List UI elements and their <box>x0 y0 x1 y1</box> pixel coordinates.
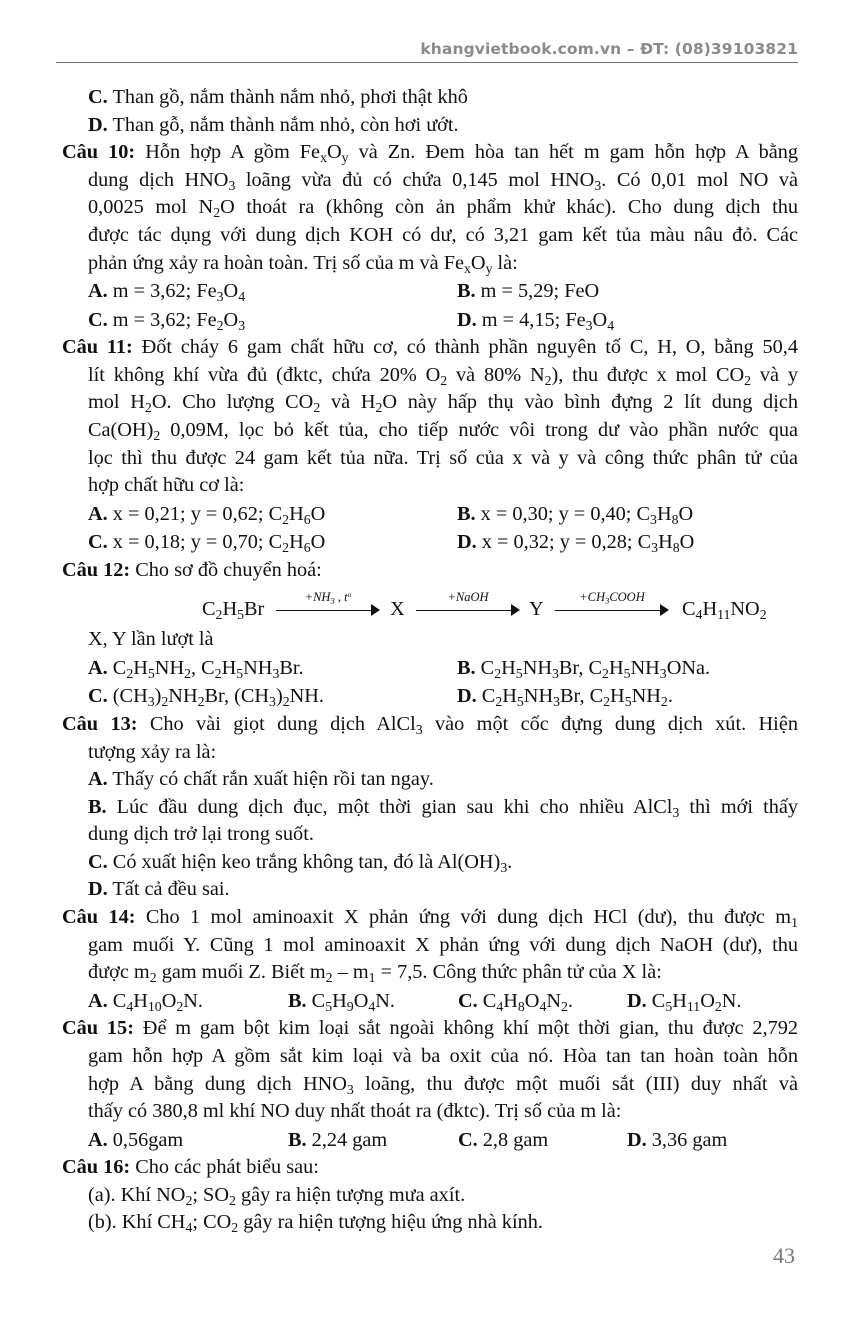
option-a <box>88 654 457 683</box>
question-stem-line <box>62 932 798 960</box>
question-13 <box>62 711 798 904</box>
question-stem-line <box>62 250 798 278</box>
option-c <box>88 682 457 711</box>
subscript: 2 <box>282 694 290 710</box>
subscript: 2 <box>759 607 767 623</box>
subscript: 4 <box>539 998 547 1014</box>
option-text: Thấy có chất rắn xuất hiện rồi tan ngay. <box>107 768 434 791</box>
stem-text: được $m_2$ gam muối Z. Biết $m_2 - m_1 = 7,5$. Công thức phân tử của X là: <box>88 961 662 986</box>
question-stem-line <box>62 417 798 445</box>
stem-text: Cho vài giọt dung dịch AlCl$_3$ vào một cốc đựng dung dịch xút. Hiện <box>137 712 798 737</box>
subscript: 5 <box>623 665 631 681</box>
subscript: 11 <box>686 998 701 1014</box>
options-row <box>62 306 798 335</box>
option-text: $C_5H_{11}O_2N$. <box>646 989 742 1014</box>
stem-text: được tác dụng với dung dịch KOH có dư, có 3,21 gam kết tủa màu nâu đỏ. Các <box>88 223 798 246</box>
subscript: 2 <box>228 1192 236 1208</box>
subscript: 6 <box>303 511 311 527</box>
subscript: 3 <box>650 511 657 527</box>
statement-text: (b). Khí $CH_4$; $CO_2$ gây ra hiện tượng hiệu ứng nhà kính. <box>88 1211 543 1236</box>
option-letter: D. <box>627 989 647 1012</box>
question-stem-line <box>62 739 798 767</box>
option-letter: B. <box>288 1128 307 1151</box>
prev-option-d <box>62 112 798 140</box>
subscript: 4 <box>185 1220 193 1236</box>
question-stem-line <box>62 1071 798 1099</box>
question-stem-line <box>62 711 798 739</box>
stem-text: hợp A bằng dung dịch $HNO_3$ loãng, thu được một muối sắt (III) duy nhất và <box>88 1072 798 1097</box>
option-c <box>88 306 457 335</box>
subscript: 5 <box>237 607 244 623</box>
option-d <box>457 528 694 557</box>
subscript: 2 <box>149 970 157 986</box>
stem-text: Để m gam bột kim loại sắt ngoài không khí một thời gian, thu được 2,792 <box>133 1017 798 1040</box>
stem-text: mol $H_2O$. Cho lượng $CO_2$ và $H_2O$ này hấp thụ vào bình đựng 2 lít dung dịch <box>88 391 798 416</box>
subscript: 2 <box>126 665 134 681</box>
arrow-shaft <box>276 610 372 611</box>
arrow-shaft <box>416 610 512 611</box>
option-text: $C_5H_9O_4N$. <box>306 989 395 1014</box>
subscript: 3 <box>238 317 246 333</box>
subscript: 2 <box>561 998 568 1014</box>
scheme-species-y: Y <box>529 598 544 621</box>
superscript: o <box>347 590 352 600</box>
option-letter: C. <box>458 1128 478 1151</box>
option-letter: D. <box>457 685 477 708</box>
scheme-species-product: $C_4H_{11}NO_2$ <box>682 598 767 623</box>
question-12 <box>62 557 798 711</box>
stem-text: lọc thì thu được 24 gam kết tủa nữa. Trị số của x và y và công thức phân tử của <box>88 446 798 469</box>
subscript: 2 <box>161 694 169 710</box>
options-row <box>62 682 798 711</box>
header-publisher-contact: khangvietbook.com.vn – ĐT: (08)39103821 <box>420 40 798 58</box>
subscript: 2 <box>184 665 191 681</box>
arrow-head-icon <box>660 604 669 616</box>
question-stem-line <box>62 959 798 987</box>
subscript: x <box>464 260 471 276</box>
option-d <box>627 1126 727 1155</box>
subscript: 4 <box>368 998 376 1014</box>
subscript: 3 <box>216 289 224 305</box>
subscript: 5 <box>325 998 333 1014</box>
subscript: 2 <box>144 400 152 416</box>
subscript: 4 <box>695 607 703 623</box>
subscript: 2 <box>231 1220 239 1236</box>
prev-option-c <box>62 84 798 112</box>
subscript: 4 <box>126 998 134 1014</box>
question-stem-line <box>62 1098 798 1126</box>
question-stem-line <box>62 389 798 417</box>
subscript: 5 <box>516 694 524 710</box>
option-a <box>62 766 798 794</box>
subscript: 3 <box>346 1081 354 1097</box>
subscript: 3 <box>672 804 680 820</box>
subscript: 4 <box>238 289 246 305</box>
subscript: 6 <box>303 540 311 556</box>
option-text: m = 4,15; $Fe_3O_4$ <box>476 308 615 333</box>
question-stem-line <box>62 1043 798 1071</box>
subscript: 3 <box>500 859 508 875</box>
subscript: 2 <box>744 372 752 388</box>
subscript: 2 <box>216 317 224 333</box>
subscript: 2 <box>215 607 223 623</box>
page-content <box>62 84 798 1237</box>
option-a <box>88 500 457 529</box>
statement-text: (a). Khí $NO_2$; $SO_2$ gây ra hiện tượng mưa axít. <box>88 1183 466 1208</box>
question-16 <box>62 1154 798 1237</box>
options-row <box>62 654 798 683</box>
option-letter: B. <box>457 656 476 679</box>
option-d <box>457 306 614 335</box>
arrow-reagent-label: $+NH_3$ , $t^o$ <box>304 590 352 606</box>
subscript: 3 <box>553 694 560 710</box>
subscript: 3 <box>330 595 335 606</box>
stem-text: Cho 1 mol aminoaxit X phản ứng với dung dịch HCl (dư), thu được $m_1$ <box>135 906 798 930</box>
arrow-reagent-label: +NaOH <box>447 590 489 605</box>
subscript: 2 <box>282 540 290 556</box>
options-row <box>62 528 798 557</box>
subscript: 2 <box>197 694 205 710</box>
option-a <box>88 277 457 306</box>
question-label: Câu 14: <box>62 906 136 929</box>
option-text: m = 3,62; $Fe_3O_4$ <box>107 280 246 305</box>
option-a <box>88 1126 288 1155</box>
option-text: x = 0,32; y = 0,28; $C_3H_8O$ <box>476 531 695 556</box>
question-stem-line <box>62 139 798 167</box>
subscript: 2 <box>213 205 221 221</box>
page-number: 43 <box>773 1243 795 1268</box>
option-c <box>88 528 457 557</box>
question-10 <box>62 139 798 334</box>
option-text: 2,8 gam <box>477 1128 549 1151</box>
statement-a <box>62 1182 798 1210</box>
option-letter: B. <box>457 502 476 525</box>
stem-text: 0,0025 mol $N_2O$ thoát ra (không còn ản phẩm khử khác). Cho dung dịch thu <box>88 196 798 221</box>
question-label: Câu 16: <box>62 1156 131 1179</box>
reaction-arrow-3 <box>555 590 669 620</box>
option-text: dung dịch trở lại trong suốt. <box>88 823 314 846</box>
option-letter: A. <box>88 1128 108 1151</box>
option-b-continued <box>62 821 798 849</box>
subscript: 3 <box>585 317 593 333</box>
reaction-arrow-1 <box>276 590 380 620</box>
subscript: 1 <box>368 970 376 986</box>
stem-text: tượng xảy ra là: <box>88 740 217 763</box>
option-a <box>88 987 288 1016</box>
option-c <box>62 849 798 877</box>
subscript: 2 <box>375 400 383 416</box>
subscript: 2 <box>440 372 448 388</box>
option-text: $C_2H_5NH_3Br$, $C_2H_5NH_3ONa$. <box>475 656 711 681</box>
option-b <box>457 654 710 683</box>
question-stem-line <box>62 167 798 195</box>
question-15 <box>62 1015 798 1154</box>
question-label: Câu 11: <box>62 336 133 359</box>
question-11 <box>62 334 798 557</box>
question-stem-line <box>62 904 798 932</box>
question-label: Câu 13: <box>62 712 138 735</box>
options-row <box>62 500 798 529</box>
subscript: 2 <box>544 372 552 388</box>
subscript: 4 <box>496 998 504 1014</box>
question-label: Câu 12: <box>62 558 131 581</box>
scheme-species-reactant: $C_2H_5Br$ <box>202 598 265 623</box>
arrow-head-icon <box>371 604 380 616</box>
option-letter: D. <box>457 308 477 331</box>
stem-text: Cho các phát biểu sau: <box>130 1156 319 1179</box>
option-text: $C_4H_{10}O_2N$. <box>107 989 203 1014</box>
question-stem-line <box>62 1015 798 1043</box>
subscript: 3 <box>147 694 155 710</box>
option-text: $(CH_3)_2NH_2Br$, $(CH_3)_2NH$. <box>107 685 324 710</box>
option-text: x = 0,30; y = 0,40; $C_3H_8O$ <box>475 502 694 527</box>
option-letter: C. <box>88 685 108 708</box>
subscript: 5 <box>236 665 244 681</box>
reaction-scheme <box>62 586 798 626</box>
subscript: x <box>320 150 327 166</box>
subscript: 10 <box>147 998 162 1014</box>
option-text: x = 0,18; y = 0,70; $C_2H_6O$ <box>107 531 326 556</box>
option-text: Tất cả đều sai. <box>107 878 230 901</box>
option-letter: D. <box>627 1128 647 1151</box>
subscript: 2 <box>313 400 321 416</box>
subscript: 3 <box>228 177 236 193</box>
subscript: 3 <box>651 540 659 556</box>
subscript: 2 <box>602 665 609 681</box>
question-stem-line <box>62 1154 798 1182</box>
option-b <box>62 794 798 822</box>
subscript: 2 <box>714 998 722 1014</box>
option-b <box>288 987 458 1016</box>
option-text: Có xuất hiện keo trắng không tan, đó là $Al(OH)_3$. <box>107 850 513 875</box>
question-label: Câu 10: <box>62 141 136 164</box>
option-d <box>627 987 741 1016</box>
option-letter: A. <box>88 502 108 525</box>
stem-text: gam muối Y. Cũng 1 mol aminoaxit X phản ứng với dung dịch NaOH (dư), thu <box>88 933 798 956</box>
option-b <box>288 1126 458 1155</box>
question-stem-line <box>62 222 798 250</box>
subscript: 2 <box>214 665 222 681</box>
option-letter: C. <box>88 850 108 873</box>
subscript: 2 <box>325 970 333 986</box>
subscript: 9 <box>346 998 354 1014</box>
option-letter: C. <box>88 531 108 554</box>
page-header <box>56 38 798 63</box>
subscript: 5 <box>147 665 155 681</box>
option-d <box>62 876 798 904</box>
subscript: 2 <box>495 694 503 710</box>
subscript: 2 <box>176 998 184 1014</box>
subscript: 1 <box>791 914 798 930</box>
question-text <box>62 626 798 654</box>
question-label: Câu 15: <box>62 1017 134 1040</box>
option-letter: D. <box>457 531 477 554</box>
option-letter: B. <box>288 989 307 1012</box>
options-row <box>62 1126 798 1155</box>
stem-text: hợp chất hữu cơ là: <box>88 474 245 497</box>
option-letter: C. <box>88 308 108 331</box>
subscript: 4 <box>607 317 615 333</box>
option-text: Than gồ, nắm thành nắm nhỏ, phơi thật khô <box>112 86 468 108</box>
question-stem-line <box>62 334 798 362</box>
scheme-species-x: X <box>390 598 405 621</box>
option-b <box>457 277 599 306</box>
question-stem-line <box>62 557 798 585</box>
option-text: $C_2H_5NH_3Br$, $C_2H_5NH_2$. <box>476 685 673 710</box>
subscript: 3 <box>269 694 276 710</box>
option-text: m = 5,29; FeO <box>475 280 600 303</box>
stem-text: thấy có 380,8 ml khí NO duy nhất thoát ra (đktc). Trị số của m là: <box>88 1100 622 1123</box>
option-text: $C_4H_8O_4N_2$. <box>477 989 573 1014</box>
subscript: y <box>341 150 349 166</box>
option-text: x = 0,21; y = 0,62; $C_2H_6O$ <box>107 502 326 527</box>
statement-b <box>62 1209 798 1237</box>
option-letter: A. <box>88 989 108 1012</box>
subscript: y <box>485 260 493 276</box>
subscript: 5 <box>665 998 673 1014</box>
subscript: 3 <box>272 665 280 681</box>
subscript: 8 <box>671 511 679 527</box>
option-letter: A. <box>88 280 108 303</box>
subscript: 5 <box>624 694 632 710</box>
option-letter: D. <box>88 878 108 901</box>
options-row <box>62 987 798 1016</box>
option-text: $C_2H_5NH_2$, $C_2H_5NH_3Br$. <box>107 656 304 681</box>
option-d <box>457 682 673 711</box>
option-text: Lúc đầu dung dịch đục, một thời gian sau khi cho nhiều AlCl$_3$ thì mới thấy <box>106 795 798 820</box>
option-letter: A. <box>88 656 108 679</box>
subscript: 2 <box>603 694 611 710</box>
option-letter: B. <box>88 795 107 818</box>
subscript: 11 <box>717 607 731 623</box>
subscript: 8 <box>517 998 525 1014</box>
subscript: 2 <box>185 1192 193 1208</box>
subscript: 3 <box>594 177 602 193</box>
subscript: 3 <box>415 721 423 737</box>
subscript: 8 <box>672 540 680 556</box>
stem-text: dung dịch $HNO_3$ loãng vừa đủ có chứa 0,145 mol $HNO_3$. Có 0,01 mol NO và <box>88 168 799 193</box>
stem-text: X, Y lần lượt là <box>88 628 214 651</box>
question-14 <box>62 904 798 1015</box>
stem-text: gam hỗn hợp A gồm sắt kim loại và ba oxit của nó. Hòa tan tan hoàn toàn hỗn <box>88 1044 798 1067</box>
arrow-shaft <box>555 610 661 611</box>
question-stem-line <box>62 445 798 473</box>
subscript: 5 <box>515 665 523 681</box>
option-c <box>458 987 627 1016</box>
option-text: 3,36 gam <box>646 1128 728 1151</box>
reaction-arrow-2 <box>416 590 520 620</box>
option-c <box>458 1126 627 1155</box>
arrow-head-icon <box>511 604 520 616</box>
stem-text: phản ứng xảy ra hoàn toàn. Trị số của m và $Fe_xO_y$ là: <box>88 251 518 276</box>
option-text: Than gỗ, nắm thành nắm nhỏ, còn hơi ướt. <box>112 113 459 136</box>
option-b <box>457 500 693 529</box>
options-row <box>62 277 798 306</box>
option-text: 0,56gam <box>107 1128 184 1151</box>
stem-text: $Ca(OH)_2$ 0,09M, lọc bỏ kết tủa, cho tiếp nước vôi trong dư vào phần nước qua <box>88 418 798 443</box>
question-stem-line <box>62 472 798 500</box>
option-letter: B. <box>457 280 476 303</box>
subscript: 2 <box>282 511 290 527</box>
subscript: 2 <box>494 665 502 681</box>
stem-text: Cho sơ đồ chuyển hoá: <box>130 558 322 581</box>
option-text: 2,24 gam <box>306 1128 388 1151</box>
subscript: 3 <box>551 665 559 681</box>
subscript: 3 <box>659 665 667 681</box>
stem-text: lít không khí vừa đủ (đktc, chứa 20% $O_2$ và 80% $N_2$), thu được x mol $CO_2$ và y <box>88 363 798 388</box>
option-letter: C. <box>458 989 478 1012</box>
subscript: 2 <box>660 694 668 710</box>
question-stem-line <box>62 194 798 222</box>
option-letter: A. <box>88 768 108 791</box>
option-letter: C. <box>88 86 108 108</box>
stem-text: Hỗn hợp A gồm $Fe_xO_y$ và Zn. Đem hòa tan hết m gam hỗn hợp A bằng <box>135 141 798 166</box>
subscript: 3 <box>605 595 610 606</box>
subscript: 2 <box>153 427 161 443</box>
question-stem-line <box>62 362 798 390</box>
option-letter: D. <box>88 113 108 136</box>
option-text: m = 3,62; $Fe_2O_3$ <box>107 308 246 333</box>
stem-text: Đốt cháy 6 gam chất hữu cơ, có thành phần nguyên tố C, H, O, bằng 50,4 <box>132 336 798 359</box>
arrow-reagent-label: $+CH_3COOH$ <box>579 590 645 606</box>
